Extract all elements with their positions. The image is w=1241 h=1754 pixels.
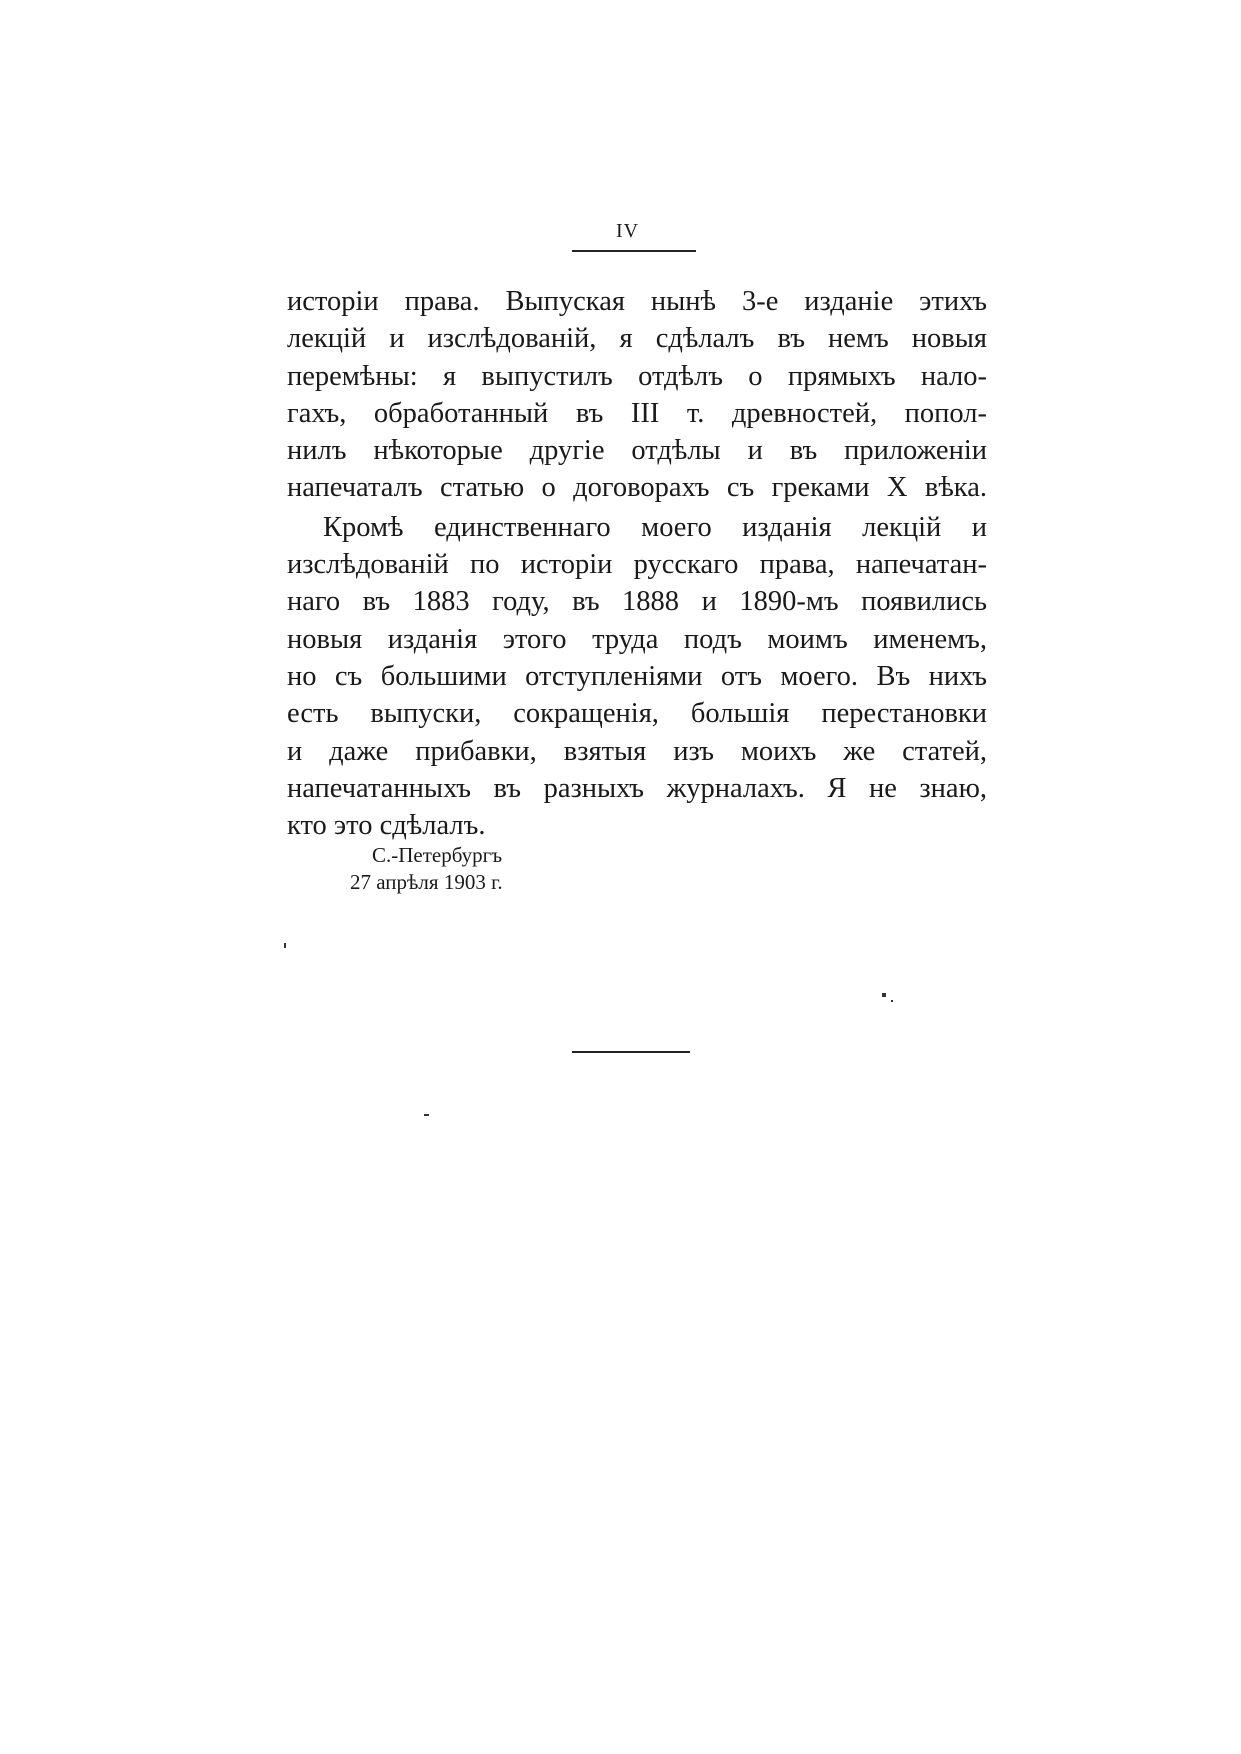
scan-speck [284, 943, 286, 948]
text-line: напечаталъ статью о договорахъ съ греками X вѣка. [287, 472, 987, 504]
signature-date: 27 апрѣля 1903 г. [350, 870, 503, 894]
scan-speck [424, 1114, 429, 1116]
text-line: наго въ 1883 году, въ 1888 и 1890-мъ появились [287, 586, 987, 618]
text-line: изслѣдованій по исторіи русскаго права, напечатан- [287, 549, 987, 581]
scan-speck [891, 1000, 893, 1002]
end-rule [572, 1051, 690, 1053]
text-line: лекцій и изслѣдованій, я сдѣлалъ въ немъ новыя [287, 323, 987, 355]
text-line: Кромѣ единственнаго моего изданія лекцій и [323, 511, 987, 543]
signature-block [350, 842, 503, 896]
text-line: кто это сдѣлалъ. [287, 810, 486, 842]
page-header [0, 220, 1241, 243]
page-number: IV [615, 220, 640, 242]
header-rule [572, 250, 696, 252]
text-line: есть выпуски, сокращенія, большія перестановки [287, 698, 987, 730]
text-line: нилъ нѣкоторые другіе отдѣлы и въ приложеніи [287, 435, 987, 467]
text-line: исторіи права. Выпуская нынѣ 3-е изданіе этихъ [287, 286, 987, 317]
paragraph-2 [287, 509, 987, 845]
body-text [287, 283, 987, 844]
paragraph-1 [287, 283, 987, 507]
text-line: новыя изданія этого труда подъ моимъ именемъ, [287, 623, 987, 655]
text-line: напечатанныхъ въ разныхъ журналахъ. Я не знаю, [287, 772, 987, 804]
text-line: перемѣны: я выпустилъ отдѣлъ о прямыхъ нало- [287, 360, 987, 392]
text-line: но съ большими отступленіями отъ моего. Въ нихъ [287, 660, 987, 692]
text-line: гахъ, обработанный въ III т. древностей, попол- [287, 397, 987, 429]
text-line: и даже прибавки, взятыя изъ моихъ же статей, [287, 735, 987, 767]
scan-speck [882, 993, 886, 997]
signature-place: С.-Петербургъ [372, 843, 503, 867]
